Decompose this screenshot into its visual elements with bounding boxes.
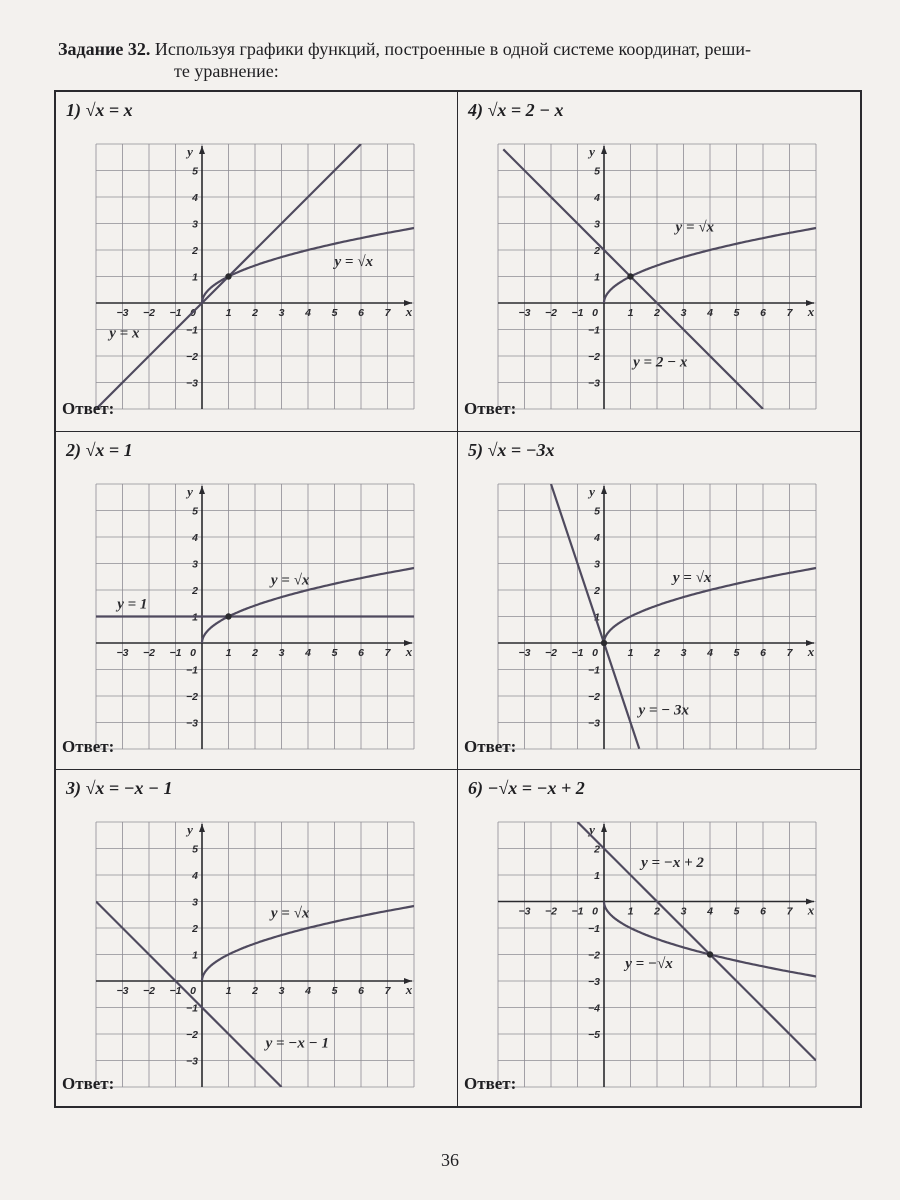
y-tick-label: −5 — [588, 1029, 600, 1041]
x-tick-label: 1 — [627, 647, 634, 659]
y-tick-label: 1 — [192, 611, 198, 624]
x-tick-label: 1 — [627, 307, 634, 319]
series-annotation: y = 2 − x — [633, 354, 688, 371]
x-tick-label: 1 — [225, 647, 232, 659]
y-tick-label: 4 — [192, 532, 198, 544]
x-tick-label: −2 — [545, 307, 557, 319]
answer-label-6: Ответ: — [464, 1074, 517, 1093]
y-tick-label: −2 — [186, 1029, 198, 1041]
x-axis-label: x — [807, 644, 815, 659]
series-annotation: y = −√x — [625, 955, 673, 972]
series-annotation: y = − 3x — [638, 702, 689, 719]
x-tick-label: 3 — [680, 647, 687, 659]
exercise-label-2: 2) √x = 1 — [66, 440, 133, 460]
chart-4 — [498, 144, 816, 409]
x-tick-label: 3 — [680, 307, 687, 319]
y-tick-label: −1 — [186, 1002, 198, 1015]
intersection-point — [225, 273, 231, 279]
x-tick-label: 1 — [627, 905, 634, 918]
x-tick-label: −2 — [545, 647, 557, 659]
x-axis-label: x — [807, 304, 815, 319]
y-tick-label: −1 — [588, 324, 600, 337]
x-tick-label: 3 — [278, 985, 285, 997]
y-tick-label: 5 — [192, 505, 198, 518]
y-axis-arrow — [199, 146, 205, 154]
x-tick-label: 0 — [592, 905, 598, 918]
y-tick-label: 2 — [192, 245, 198, 257]
y-tick-label: 3 — [192, 558, 198, 571]
y-tick-label: 2 — [594, 843, 600, 856]
x-tick-label: 4 — [707, 647, 713, 659]
series-annotation: y = √x — [672, 570, 712, 587]
y-axis-arrow — [601, 486, 607, 494]
grid — [96, 144, 414, 409]
y-tick-label: −2 — [186, 351, 198, 363]
y-tick-label: 1 — [594, 271, 600, 284]
x-tick-label: 2 — [252, 985, 258, 997]
page-number: 36 — [441, 1150, 459, 1170]
y-tick-label: 2 — [192, 923, 198, 935]
answer-label-2: Ответ: — [62, 737, 115, 756]
series-annotation: y = 1 — [117, 596, 148, 613]
y-tick-label: 1 — [594, 611, 600, 624]
x-tick-label: 7 — [384, 307, 391, 319]
series-annotation: y = √x — [270, 905, 310, 922]
series-annotation: y = x — [109, 325, 140, 342]
x-tick-label: −3 — [116, 307, 129, 319]
x-tick-label: 0 — [190, 647, 196, 659]
x-tick-label: 6 — [760, 647, 766, 659]
x-tick-label: −3 — [518, 307, 531, 319]
answer-label-1: Ответ: — [62, 399, 115, 418]
y-tick-label: 3 — [594, 558, 600, 571]
exercise-cell-3 — [56, 770, 458, 1106]
y-tick-label: −1 — [186, 664, 198, 677]
x-tick-label: 6 — [358, 307, 364, 319]
x-tick-label: 0 — [190, 307, 196, 319]
x-tick-label: 2 — [654, 307, 660, 319]
answer-label-3: Ответ: — [62, 1074, 115, 1093]
x-tick-label: 1 — [225, 307, 232, 319]
x-tick-label: 5 — [733, 905, 740, 918]
x-tick-label: 7 — [786, 307, 793, 319]
x-tick-label: −1 — [571, 307, 584, 319]
series-annotation: y = √x — [270, 572, 310, 589]
y-tick-label: 2 — [192, 585, 198, 597]
grid — [96, 822, 414, 1087]
x-tick-label: 5 — [331, 307, 338, 319]
y-axis-arrow — [601, 146, 607, 154]
x-axis-label: x — [405, 644, 413, 659]
x-tick-label: −1 — [169, 985, 182, 997]
y-tick-label: 4 — [192, 870, 198, 882]
y-tick-label: −2 — [588, 949, 600, 962]
x-tick-label: 2 — [654, 647, 660, 659]
x-tick-label: 7 — [786, 905, 793, 918]
y-axis-arrow — [199, 486, 205, 494]
y-tick-label: 2 — [594, 585, 600, 597]
x-axis-label: x — [405, 304, 413, 319]
x-tick-label: 4 — [707, 905, 713, 918]
y-tick-label: −3 — [588, 717, 600, 730]
x-tick-label: −3 — [518, 647, 531, 659]
y-tick-label: −2 — [588, 691, 600, 703]
y-tick-label: 5 — [192, 843, 198, 856]
y-axis-arrow — [601, 824, 607, 832]
y-tick-label: −4 — [588, 1002, 600, 1015]
x-tick-label: 6 — [358, 647, 364, 659]
x-tick-label: 5 — [733, 307, 740, 319]
exercise-label-6: 6) −√x = −x + 2 — [468, 778, 585, 798]
x-tick-label: −3 — [116, 985, 129, 997]
y-tick-label: 4 — [192, 192, 198, 204]
x-tick-label: −3 — [518, 905, 531, 918]
y-tick-label: −3 — [588, 976, 600, 988]
exercise-cell-1 — [56, 92, 458, 432]
y-axis-label: y — [589, 822, 595, 837]
x-axis-label: x — [405, 982, 413, 997]
exercise-cell-6 — [458, 770, 860, 1106]
series-annotation: y = √x — [334, 253, 373, 270]
exercise-cell-5 — [458, 432, 860, 770]
series-annotation: y = −x + 2 — [641, 855, 704, 872]
task-number: Задание 32. — [58, 39, 151, 59]
y-tick-label: −2 — [186, 691, 198, 703]
x-tick-label: 1 — [225, 985, 232, 997]
y-axis-label: y — [589, 144, 595, 159]
y-axis-label: y — [187, 484, 193, 499]
x-tick-label: 0 — [190, 985, 196, 997]
x-tick-label: 7 — [384, 985, 391, 997]
x-tick-label: 5 — [331, 985, 338, 997]
y-tick-label: −3 — [186, 377, 198, 390]
x-tick-label: 4 — [305, 647, 311, 659]
y-tick-label: 5 — [594, 505, 600, 518]
exercise-cell-4 — [458, 92, 860, 432]
y-axis-label: y — [187, 144, 193, 159]
x-tick-label: −1 — [571, 905, 584, 918]
y-tick-label: −3 — [186, 717, 198, 730]
exercise-label-5: 5) √x = −3x — [468, 440, 555, 460]
x-tick-label: 0 — [592, 307, 598, 319]
answer-label-4: Ответ: — [464, 399, 517, 418]
intersection-point — [707, 951, 713, 957]
x-tick-label: 6 — [760, 307, 766, 319]
y-tick-label: 3 — [594, 218, 600, 231]
x-tick-label: −3 — [116, 647, 129, 659]
y-axis-label: y — [187, 822, 193, 837]
x-tick-label: 7 — [786, 647, 793, 659]
intersection-point — [225, 613, 231, 619]
x-tick-label: 7 — [384, 647, 391, 659]
answer-label-5: Ответ: — [464, 737, 517, 756]
y-tick-label: −2 — [588, 351, 600, 363]
x-tick-label: 5 — [331, 647, 338, 659]
x-tick-label: 2 — [252, 307, 258, 319]
y-tick-label: 3 — [192, 896, 198, 909]
x-tick-label: 4 — [305, 307, 311, 319]
y-tick-label: 5 — [192, 165, 198, 178]
x-tick-label: 4 — [305, 985, 311, 997]
x-tick-label: 5 — [733, 647, 740, 659]
x-tick-label: −2 — [143, 307, 155, 319]
x-tick-label: −1 — [169, 647, 182, 659]
x-tick-label: 3 — [278, 647, 285, 659]
y-axis-arrow — [199, 824, 205, 832]
exercise-cell-2 — [56, 432, 458, 770]
x-tick-label: −2 — [545, 905, 557, 918]
x-tick-label: 3 — [680, 905, 687, 918]
chart-5 — [498, 484, 816, 749]
y-tick-label: 5 — [594, 165, 600, 178]
y-tick-label: 3 — [192, 218, 198, 231]
exercise-label-1: 1) √x = x — [66, 100, 133, 120]
y-tick-label: −1 — [186, 324, 198, 337]
intersection-point — [627, 273, 633, 279]
x-tick-label: 2 — [654, 905, 660, 918]
series-annotation: y = √x — [675, 219, 714, 236]
series-annotation: y = −x − 1 — [265, 1035, 329, 1052]
y-axis-label: y — [589, 484, 595, 499]
x-tick-label: 4 — [707, 307, 713, 319]
chart-2 — [96, 484, 414, 749]
y-tick-label: 2 — [594, 245, 600, 257]
exercise-label-4: 4) √x = 2 − x — [468, 100, 564, 120]
x-tick-label: −1 — [571, 647, 584, 659]
x-tick-label: 3 — [278, 307, 285, 319]
y-tick-label: 1 — [594, 870, 600, 882]
x-tick-label: 2 — [252, 647, 258, 659]
x-tick-label: −1 — [169, 307, 182, 319]
y-tick-label: 4 — [594, 532, 600, 544]
x-tick-label: −2 — [143, 985, 155, 997]
x-axis-label: x — [807, 902, 815, 918]
task-header — [58, 38, 888, 82]
x-tick-label: 6 — [358, 985, 364, 997]
y-tick-label: −1 — [588, 664, 600, 677]
x-tick-label: −2 — [143, 647, 155, 659]
x-tick-label: 6 — [760, 905, 766, 918]
y-tick-label: 1 — [192, 271, 198, 284]
intersection-point — [601, 640, 607, 646]
y-tick-label: 4 — [594, 192, 600, 204]
chart-3 — [96, 822, 414, 1087]
y-tick-label: −3 — [186, 1055, 198, 1068]
exercise-table — [54, 90, 862, 1108]
y-tick-label: −1 — [588, 923, 600, 935]
exercise-label-3: 3) √x = −x − 1 — [66, 778, 173, 798]
y-tick-label: 1 — [192, 949, 198, 962]
x-tick-label: 0 — [592, 647, 598, 659]
chart-6 — [498, 822, 816, 1087]
task-instruction-line2: те уравнение: — [174, 61, 279, 81]
chart-1 — [96, 144, 414, 409]
y-tick-label: −3 — [588, 377, 600, 390]
task-instruction-line1: Используя графики функций, построенные в одной системе координат, реши- — [154, 39, 752, 59]
